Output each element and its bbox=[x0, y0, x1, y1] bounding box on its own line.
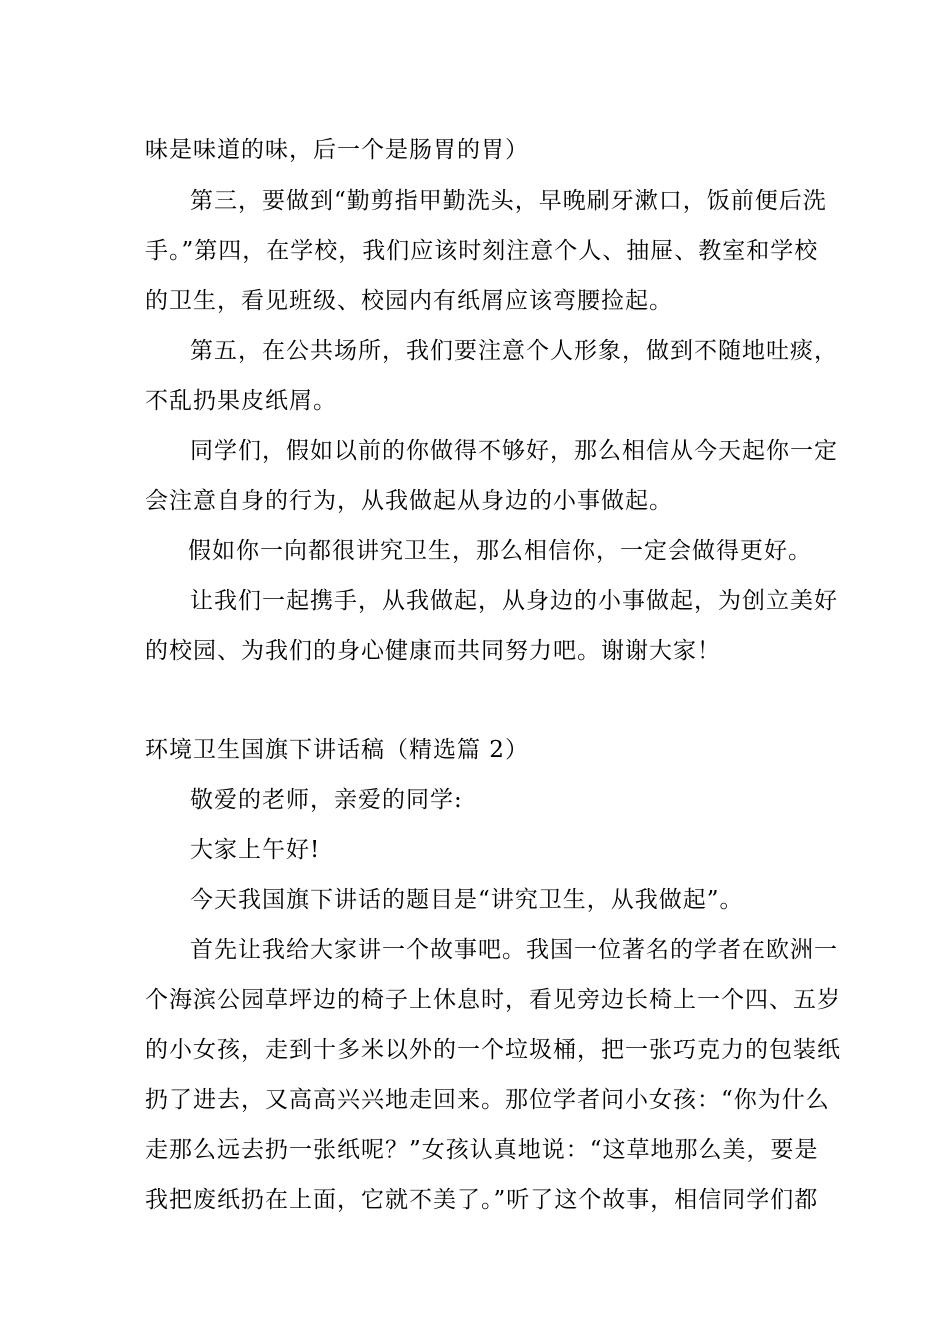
paragraph-line: 不乱扔果皮纸屑。 bbox=[145, 388, 337, 414]
paragraph-line: 的小女孩，走到十多米以外的一个垃圾桶，把一张巧克力的包装纸 bbox=[145, 1037, 841, 1063]
paragraph-line: 让我们一起携手，从我做起，从身边的小事做起，为创立美好 bbox=[190, 588, 838, 614]
paragraph-line: 同学们，假如以前的你做得不够好，那么相信从今天起你一定 bbox=[190, 438, 838, 464]
paragraph-line: 我把废纸扔在上面，它就不美了。”听了这个故事，相信同学们都 bbox=[145, 1187, 819, 1213]
section-title: 环境卫生国旗下讲话稿（精选篇 2） bbox=[145, 737, 529, 763]
paragraph-line: 味是味道的味，后一个是肠胃的胃） bbox=[145, 137, 529, 163]
paragraph-line: 扔了进去，又高高兴兴地走回来。那位学者问小女孩：“你为什么 bbox=[145, 1087, 830, 1113]
paragraph-line: 假如你一向都很讲究卫生，那么相信你，一定会做得更好。 bbox=[188, 538, 812, 564]
paragraph-line: 会注意自身的行为，从我做起从身边的小事做起。 bbox=[145, 488, 673, 514]
paragraph-line: 走那么远去扔一张纸呢？”女孩认真地说：“这草地那么美，要是 bbox=[145, 1137, 819, 1163]
paragraph-line: 今天我国旗下讲话的题目是“讲究卫生，从我做起”。 bbox=[190, 887, 744, 913]
paragraph-line: 首先让我给大家讲一个故事吧。我国一位著名的学者在欧洲一 bbox=[190, 937, 838, 963]
salutation-line: 敬爱的老师，亲爱的同学: bbox=[190, 787, 463, 813]
paragraph-line: 第五，在公共场所，我们要注意个人形象，做到不随地吐痰， bbox=[190, 338, 838, 364]
paragraph-line: 手。”第四，在学校，我们应该时刻注意个人、抽屉、教室和学校 bbox=[145, 238, 819, 264]
paragraph-line: 第三，要做到“勤剪指甲勤洗头，早晚刷牙漱口，饭前便后洗 bbox=[190, 188, 827, 214]
paragraph-line: 的校园、为我们的身心健康而共同努力吧。谢谢大家！ bbox=[145, 638, 721, 664]
greeting-line: 大家上午好! bbox=[190, 837, 321, 863]
paragraph-line: 的卫生，看见班级、校园内有纸屑应该弯腰捡起。 bbox=[145, 288, 673, 314]
paragraph-line: 个海滨公园草坪边的椅子上休息时，看见旁边长椅上一个四、五岁 bbox=[145, 987, 841, 1013]
